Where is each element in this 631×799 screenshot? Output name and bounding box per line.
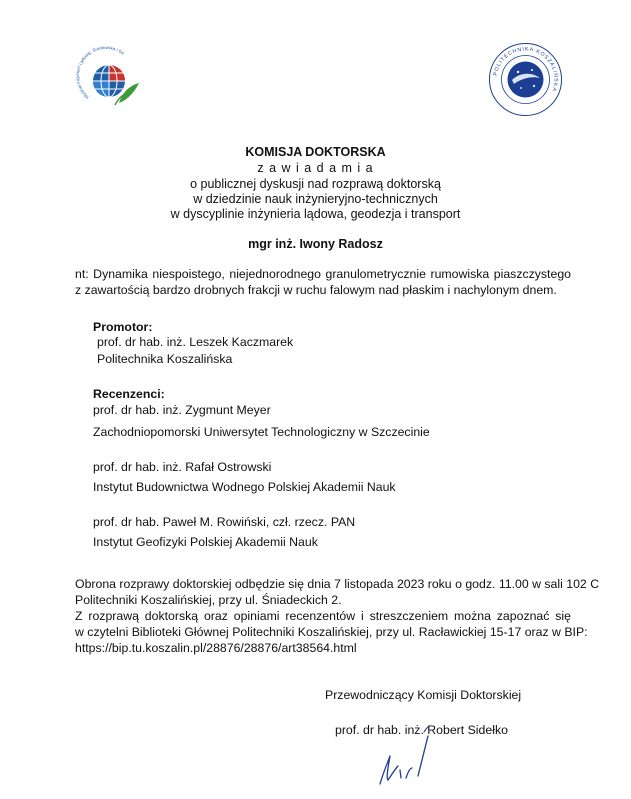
defense-location-line: Politechniki Koszalińskiej, przy ul. Śniadeckich 2.	[75, 593, 342, 607]
promotor-name: prof. dr hab. inż. Leszek Kaczmarek	[97, 335, 294, 349]
promotor-affiliation: Politechnika Koszalińska	[97, 352, 233, 366]
discipline-line: w dyscyplinie inżynieria lądowa, geodezja i transport	[170, 207, 461, 221]
defense-date-line: Obrona rozprawy doktorskiej odbędzie się dnia 7 listopada 2023 roku o godz. 11.00 w sali 102 C	[75, 577, 600, 591]
bip-link-anchor[interactable]: https://bip.tu.koszalin.pl/28876/28876/art38564.html	[75, 641, 357, 655]
announcement-verb: z a w i a d a m i a	[257, 161, 374, 175]
dissertation-topic	[75, 267, 571, 298]
field-line: w dziedzinie nauk inżynieryjno-technicznych	[193, 192, 438, 206]
committee-title: KOMISJA DOKTORSKA	[245, 145, 386, 159]
handwritten-signature	[370, 722, 445, 792]
reviewer-affiliation: Instytut Budownictwa Wodnego Polskiej Akademii Nauk	[93, 480, 396, 494]
promotor-heading: Promotor:	[93, 320, 153, 334]
access-line-2: w czytelni Biblioteki Głównej Politechniki Koszalińskiej, przy ul. Racławickiej 15-17 oraz w BIP:	[75, 624, 588, 639]
reviewer-affiliation: Instytut Geofizyki Polskiej Akademii Nauk	[93, 535, 318, 549]
faculty-logo	[75, 45, 145, 115]
access-info	[75, 609, 588, 640]
chair-title: Przewodniczący Komisji Doktorskiej	[325, 688, 522, 702]
topic-line-1: nt: Dynamika niespoistego, niejednorodnego granulometrycznie rumowiska piaszczystego	[75, 267, 571, 281]
university-seal	[488, 42, 563, 117]
reviewer-name: prof. dr hab. inż. Rafał Ostrowski	[93, 460, 272, 474]
reviewer-affiliation: Zachodniopomorski Uniwersytet Technologiczny w Szczecinie	[93, 425, 430, 439]
reviewer-name: prof. dr hab. Paweł M. Rowiński, czł. rzecz. PAN	[93, 515, 356, 529]
university-seal-text: POLITECHNIKA KOSZALIŃSKA	[492, 46, 559, 93]
chair-name: prof. dr hab. inż. Robert Sidełko	[335, 723, 508, 737]
reviewer-name: prof. dr hab. inż. Zygmunt Meyer	[93, 403, 271, 417]
bip-link[interactable]	[75, 641, 357, 656]
faculty-logo-text: Wydział Inżynierii Lądowej, Środowiska i Ge	[75, 45, 126, 101]
announcement-line: o publicznej dyskusji nad rozprawą doktorską	[190, 177, 441, 191]
access-line-1: Z rozprawą doktorską oraz opiniami recenzentów i streszczeniem można zapoznać się	[75, 609, 571, 623]
topic-line-2: z zawartością bardzo drobnych frakcji w ruchu falowym nad płaskim i nachylonym dnem.	[75, 282, 557, 297]
candidate-name: mgr inż. Iwony Radosz	[248, 237, 383, 251]
reviewers-heading: Recenzenci:	[93, 387, 165, 401]
